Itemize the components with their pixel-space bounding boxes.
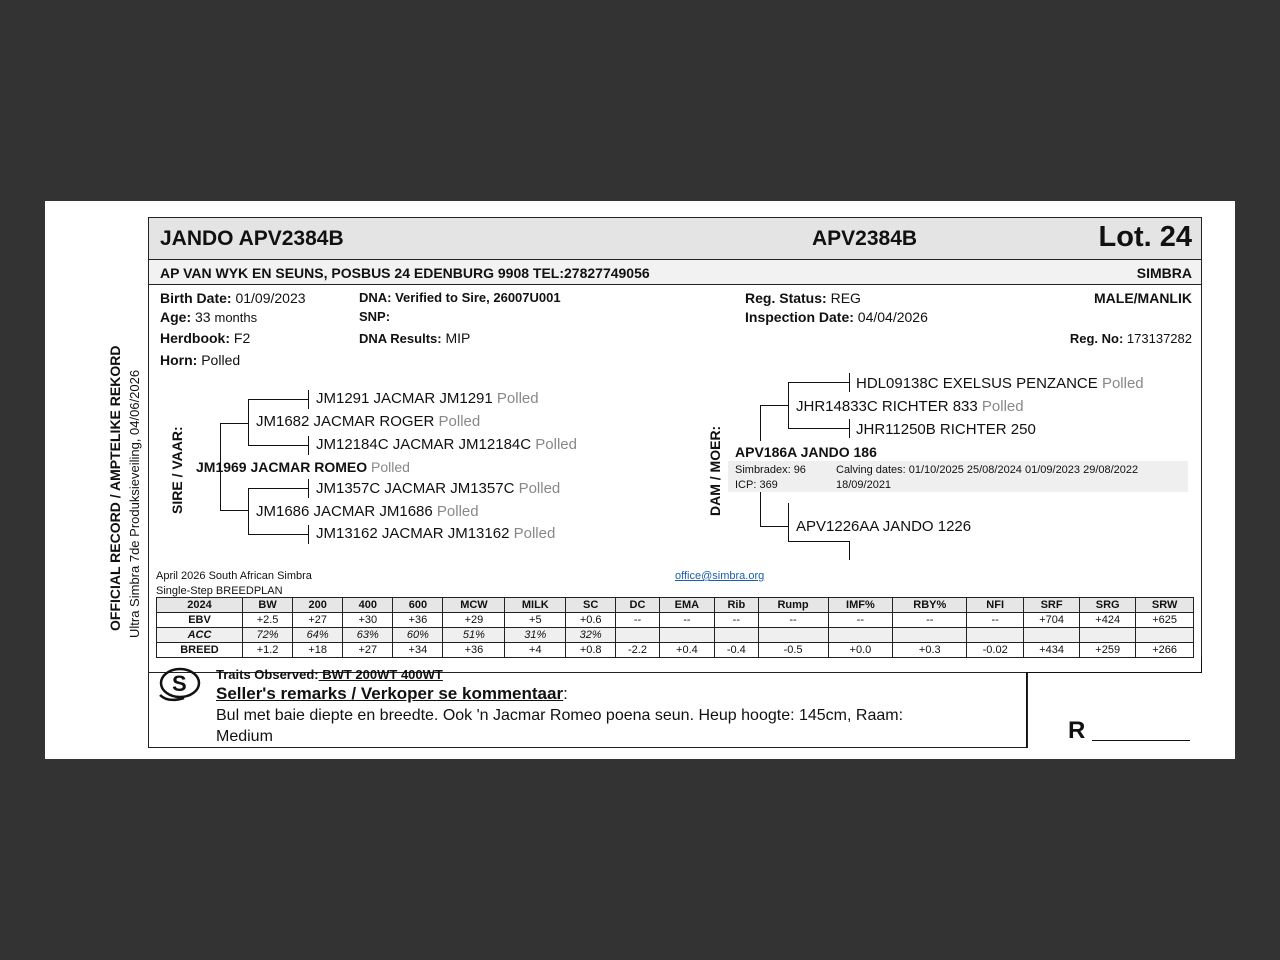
ebv-cell: 31%	[505, 628, 566, 643]
sex-label: MALE/MANLIK	[1094, 290, 1192, 306]
tree-line	[788, 503, 789, 541]
ebv-header-cell: 2024	[157, 598, 243, 613]
ebv-cell: 60%	[393, 628, 443, 643]
tree-line	[248, 445, 308, 446]
price-line[interactable]	[1092, 740, 1190, 741]
ebv-cell: +2.5	[243, 613, 293, 628]
price-label: R	[1068, 717, 1086, 744]
ebv-cell	[1024, 628, 1080, 643]
ebv-cell: 51%	[443, 628, 505, 643]
tree-line	[308, 525, 309, 544]
sire-dam-sire: JM1357C JACMAR JM1357C Polled	[316, 480, 561, 497]
ebv-cell	[616, 628, 659, 643]
ebv-cell: +36	[393, 613, 443, 628]
ebv-header-cell: Rib	[715, 598, 758, 613]
dam-dam: APV1226AA JANDO 1226	[796, 518, 972, 535]
ebv-header-row	[157, 598, 1194, 613]
email-link[interactable]: office@simbra.org	[675, 570, 765, 582]
ebv-cell: --	[715, 613, 758, 628]
ebv-cell	[715, 628, 758, 643]
ebv-header-cell: BW	[243, 598, 293, 613]
tree-line	[849, 541, 850, 560]
calving-dates: Calving dates: 01/10/2025 25/08/2024 01/09/2023 29/08/2022	[836, 464, 1139, 476]
tree-line	[760, 405, 761, 441]
ebv-header-cell: NFI	[967, 598, 1024, 613]
ebv-row-breed	[157, 643, 1194, 658]
ebv-header-cell: MCW	[443, 598, 505, 613]
lot-sheet	[45, 201, 1235, 759]
simbradex: Simbradex: 96	[735, 464, 806, 476]
ebv-cell	[659, 628, 714, 643]
ebv-cell: -0.02	[967, 643, 1024, 658]
ebv-cell: +30	[343, 613, 393, 628]
ebv-header-cell: 200	[293, 598, 343, 613]
ebv-cell: +36	[443, 643, 505, 658]
ebv-cell	[1136, 628, 1194, 643]
ebv-cell: +0.3	[893, 643, 967, 658]
ebv-cell: 32%	[566, 628, 616, 643]
snp-info: SNP:	[359, 309, 391, 324]
tree-line	[788, 428, 849, 429]
lot-number: Lot. 24	[1098, 221, 1192, 253]
ebv-cell	[1080, 628, 1136, 643]
tree-line	[760, 492, 761, 526]
dam-label: DAM / MOER:	[707, 425, 723, 516]
dam-sire-dam: JHR11250B RICHTER 250	[856, 421, 1036, 438]
ebv-row-label: EBV	[157, 613, 243, 628]
ebv-cell: --	[828, 613, 893, 628]
ebv-cell	[758, 628, 828, 643]
ebv-cell: +18	[293, 643, 343, 658]
ebv-row-label: ACC	[157, 628, 243, 643]
tree-line	[248, 488, 308, 489]
tree-line	[220, 423, 248, 424]
ebv-cell: --	[616, 613, 659, 628]
tree-line	[308, 390, 309, 409]
breedplan-line2: Single-Step BREEDPLAN	[156, 585, 283, 597]
ebv-header-cell: Rump	[758, 598, 828, 613]
dam-sire: JHR14833C RICHTER 833 Polled	[796, 398, 1024, 415]
tree-line	[788, 541, 849, 542]
sire-sire: JM1682 JACMAR ROGER Polled	[256, 413, 481, 430]
ebv-header-cell: SC	[566, 598, 616, 613]
dna-results: DNA Results: MIP	[359, 330, 471, 346]
ebv-header-cell: SRG	[1080, 598, 1136, 613]
ebv-cell: +0.4	[659, 643, 714, 658]
tree-line	[248, 399, 249, 446]
ebv-cell: 72%	[243, 628, 293, 643]
ebv-cell: +424	[1080, 613, 1136, 628]
tree-line	[248, 488, 249, 534]
breedplan-line1: April 2026 South African Simbra	[156, 570, 312, 582]
reg-number: Reg. No: 173137282	[1069, 331, 1192, 346]
herdbook: Herdbook: F2	[160, 330, 251, 346]
calving-dates-cont: 18/09/2021	[836, 479, 892, 491]
simbra-logo-icon	[158, 665, 202, 701]
dam-sire-sire: HDL09138C EXELSUS PENZANCE Polled	[856, 375, 1144, 392]
ebv-row-acc	[157, 628, 1194, 643]
remarks-line2: Medium	[216, 728, 273, 745]
tree-line	[220, 510, 248, 511]
ebv-cell: -0.5	[758, 643, 828, 658]
ebv-cell: +1.2	[243, 643, 293, 658]
ebv-header-cell: EMA	[659, 598, 714, 613]
official-record-label: OFFICIAL RECORD / AMPTELIKE REKORD	[107, 345, 123, 631]
sire-dam: JM1686 JACMAR JM1686 Polled	[256, 503, 479, 520]
reg-status: Reg. Status: REG	[745, 290, 861, 306]
age: Age: 33 months	[160, 309, 258, 325]
tree-line	[849, 373, 850, 392]
ebv-cell: -2.2	[616, 643, 659, 658]
ebv-row-label: BREED	[157, 643, 243, 658]
ebv-table	[156, 597, 1194, 658]
tree-line	[788, 382, 789, 429]
ebv-header-cell: SRW	[1136, 598, 1194, 613]
ebv-cell: +34	[393, 643, 443, 658]
ebv-header-cell: IMF%	[828, 598, 893, 613]
ebv-cell: +5	[505, 613, 566, 628]
tree-line	[760, 526, 788, 527]
tree-line	[308, 436, 309, 455]
svg-text:S: S	[172, 671, 187, 696]
price-box-left	[1026, 672, 1027, 748]
sire-label: SIRE / VAAR:	[169, 426, 185, 514]
breed-label: SIMBRA	[1136, 265, 1192, 281]
ebv-header-cell: 400	[343, 598, 393, 613]
ebv-cell: +704	[1024, 613, 1080, 628]
tree-line	[308, 479, 309, 498]
sire-dam-dam: JM13162 JACMAR JM13162 Polled	[316, 525, 556, 542]
lot-card	[148, 217, 1202, 747]
ebv-cell: -0.4	[715, 643, 758, 658]
birth-date: Birth Date: 01/09/2023	[160, 290, 306, 306]
ebv-header-cell: 600	[393, 598, 443, 613]
price-box-right	[1201, 657, 1202, 673]
breeder-info: AP VAN WYK EN SEUNS, POSBUS 24 EDENBURG 9908 TEL:27827749056	[160, 265, 650, 281]
ebv-cell: 64%	[293, 628, 343, 643]
ebv-cell: +0.0	[828, 643, 893, 658]
icp: ICP: 369	[735, 479, 778, 491]
remarks-line1: Bul met baie diepte en breedte. Ook 'n Jacmar Romeo poena seun. Heup hoogte: 145cm, Raam:	[216, 707, 904, 724]
animal-id: APV2384B	[812, 227, 918, 250]
dna-info: DNA: Verified to Sire, 26007U001	[359, 290, 561, 305]
ebv-cell: +29	[443, 613, 505, 628]
tree-line	[788, 382, 849, 383]
ebv-cell: +266	[1136, 643, 1194, 658]
ebv-cell: +259	[1080, 643, 1136, 658]
ebv-cell	[967, 628, 1024, 643]
tree-line	[849, 419, 850, 438]
tree-line	[248, 399, 308, 400]
ebv-cell: --	[893, 613, 967, 628]
sire-sire-dam: JM12184C JACMAR JM12184C Polled	[316, 436, 577, 453]
ebv-header-cell: RBY%	[893, 598, 967, 613]
event-label: Ultra Simbra 7de Produksieveiling, 04/06/2026	[127, 369, 142, 638]
ebv-header-cell: MILK	[505, 598, 566, 613]
ebv-cell: +434	[1024, 643, 1080, 658]
ebv-header-cell: SRF	[1024, 598, 1080, 613]
ebv-cell: +27	[293, 613, 343, 628]
ebv-cell: +27	[343, 643, 393, 658]
ebv-cell	[893, 628, 967, 643]
sire: JM1969 JACMAR ROMEO Polled	[196, 459, 410, 475]
remarks-title: Seller's remarks / Verkoper se kommentaar:	[216, 684, 568, 703]
ebv-cell: +0.8	[566, 643, 616, 658]
ebv-cell: +0.6	[566, 613, 616, 628]
horn: Horn: Polled	[160, 352, 241, 368]
ebv-cell: --	[659, 613, 714, 628]
dam: APV186A JANDO 186	[735, 444, 877, 460]
ebv-header-cell: DC	[616, 598, 659, 613]
price-box-top	[1026, 672, 1202, 673]
inspection-date: Inspection Date: 04/04/2026	[745, 309, 928, 325]
sire-sire-sire: JM1291 JACMAR JM1291 Polled	[316, 390, 539, 407]
ebv-cell: +625	[1136, 613, 1194, 628]
tree-line	[760, 405, 788, 406]
ebv-cell: 63%	[343, 628, 393, 643]
animal-name: JANDO APV2384B	[160, 227, 344, 250]
ebv-cell	[828, 628, 893, 643]
ebv-row-ebv	[157, 613, 1194, 628]
traits-observed: Traits Observed: BWT 200WT 400WT	[216, 667, 443, 682]
ebv-cell: --	[758, 613, 828, 628]
tree-line	[248, 534, 308, 535]
ebv-cell: +4	[505, 643, 566, 658]
ebv-cell: --	[967, 613, 1024, 628]
